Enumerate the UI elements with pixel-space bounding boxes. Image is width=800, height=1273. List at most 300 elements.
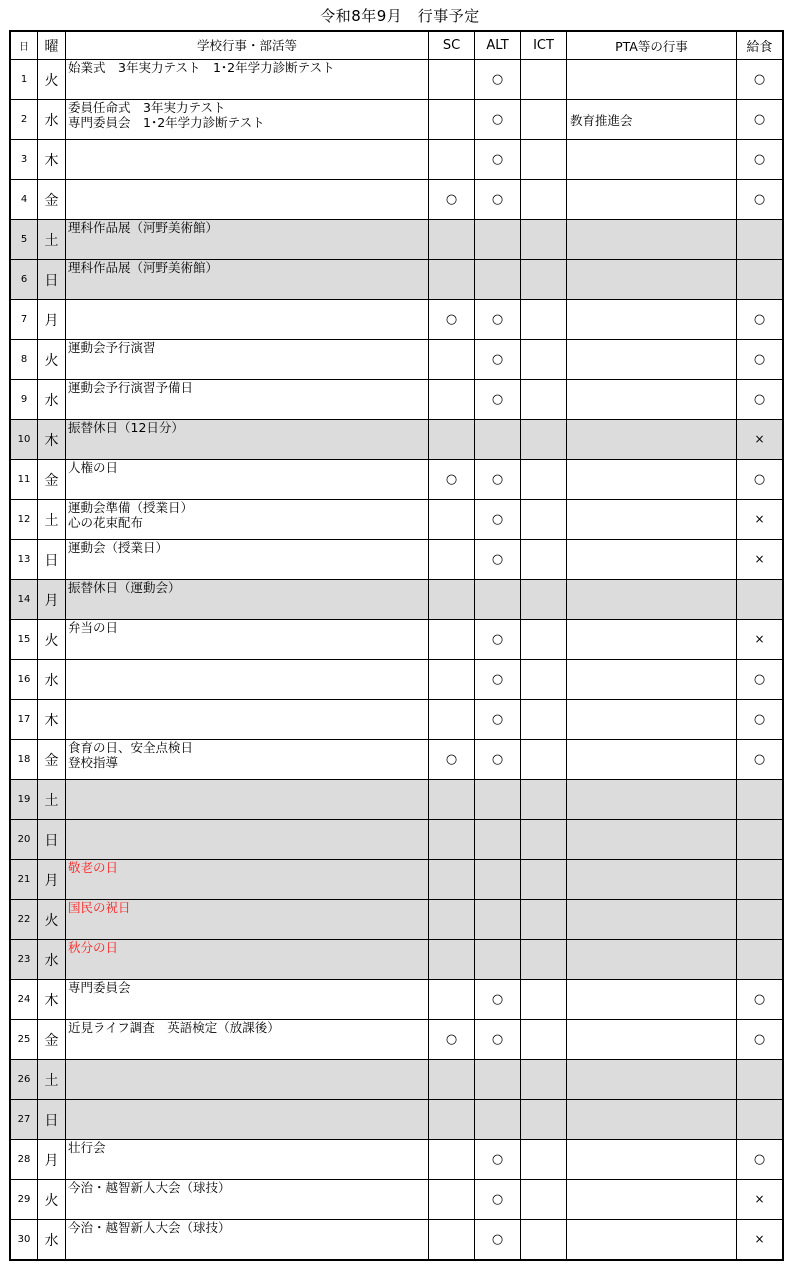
table-row [10, 860, 783, 900]
lunch-cell [737, 420, 784, 460]
sc-mark-cell [429, 300, 475, 340]
pta-cell [567, 740, 737, 780]
sc-mark-cell [429, 620, 475, 660]
events-cell [66, 380, 429, 420]
ict-mark-cell [521, 980, 567, 1020]
table-row [10, 180, 783, 220]
weekday-cell: 金 [38, 460, 66, 500]
pta-cell [567, 860, 737, 900]
event-text: 弁当の日 [68, 620, 119, 635]
table-row [10, 1180, 783, 1220]
circle-mark: ○ [491, 352, 504, 367]
events-cell [66, 420, 429, 460]
events-cell [66, 180, 429, 220]
events-cell [66, 580, 429, 620]
day-cell: 23 [10, 940, 38, 980]
weekday-cell: 木 [38, 140, 66, 180]
pta-cell [567, 460, 737, 500]
circle-mark: ○ [491, 312, 504, 327]
ict-mark-cell [521, 260, 567, 300]
weekday-cell: 日 [38, 540, 66, 580]
ict-mark-cell [521, 900, 567, 940]
lunch-cell [737, 1220, 784, 1261]
sc-mark-cell [429, 220, 475, 260]
events-cell [66, 980, 429, 1020]
table-row [10, 140, 783, 180]
ict-mark-cell [521, 620, 567, 660]
event-text: 理科作品展（河野美術館） [68, 260, 219, 275]
ict-mark-cell [521, 140, 567, 180]
day-cell: 20 [10, 820, 38, 860]
pta-cell [567, 580, 737, 620]
ict-mark-cell [521, 340, 567, 380]
lunch-cell [737, 460, 784, 500]
event-text: 今治・越智新人大会（球技） [68, 1180, 231, 1195]
event-text: 運動会準備（授業日） [68, 500, 194, 515]
day-cell: 27 [10, 1100, 38, 1140]
lunch-cell [737, 660, 784, 700]
events-cell [66, 1060, 429, 1100]
pta-cell [567, 1060, 737, 1100]
day-cell: 1 [10, 60, 38, 100]
circle-mark: ○ [491, 992, 504, 1007]
lunch-cell [737, 380, 784, 420]
pta-cell [567, 60, 737, 100]
ict-mark-cell [521, 300, 567, 340]
event-text: 今治・越智新人大会（球技） [68, 1220, 231, 1235]
events-cell [66, 780, 429, 820]
table-row [10, 1140, 783, 1180]
event-text: 食育の日、安全点検日 [68, 740, 194, 755]
events-cell [66, 460, 429, 500]
alt-mark-cell [475, 1220, 521, 1261]
sc-mark-cell [429, 780, 475, 820]
sc-mark-cell [429, 380, 475, 420]
day-cell: 12 [10, 500, 38, 540]
alt-mark-cell [475, 340, 521, 380]
pta-cell [567, 1020, 737, 1060]
weekday-cell: 土 [38, 220, 66, 260]
day-cell: 17 [10, 700, 38, 740]
weekday-cell: 金 [38, 180, 66, 220]
events-cell [66, 1020, 429, 1060]
ict-mark-cell [521, 780, 567, 820]
pta-cell [567, 940, 737, 980]
table-row [10, 420, 783, 460]
events-cell [66, 60, 429, 100]
circle-mark: ○ [491, 392, 504, 407]
events-cell [66, 820, 429, 860]
event-text: 国民の祝日 [68, 900, 131, 915]
day-cell: 26 [10, 1060, 38, 1100]
event-text: 運動会予行演習 [68, 340, 156, 355]
weekday-cell: 日 [38, 820, 66, 860]
table-row [10, 540, 783, 580]
day-cell: 9 [10, 380, 38, 420]
sc-mark-cell [429, 140, 475, 180]
event-text: 壮行会 [68, 1140, 106, 1155]
table-row [10, 700, 783, 740]
weekday-cell: 水 [38, 940, 66, 980]
table-row [10, 340, 783, 380]
weekday-cell: 金 [38, 1020, 66, 1060]
lunch-cell [737, 1020, 784, 1060]
events-cell [66, 1180, 429, 1220]
alt-mark-cell [475, 460, 521, 500]
table-row [10, 1060, 783, 1100]
events-cell [66, 260, 429, 300]
pta-cell [567, 140, 737, 180]
header-ict: ICT [521, 31, 567, 60]
sc-mark-cell [429, 1140, 475, 1180]
table-row [10, 1020, 783, 1060]
weekday-cell: 火 [38, 1180, 66, 1220]
day-cell: 11 [10, 460, 38, 500]
header-sc: SC [429, 31, 475, 60]
day-cell: 13 [10, 540, 38, 580]
alt-mark-cell [475, 60, 521, 100]
day-cell: 30 [10, 1220, 38, 1261]
lunch-cell [737, 900, 784, 940]
cross-mark: × [754, 1232, 765, 1246]
day-cell: 22 [10, 900, 38, 940]
ict-mark-cell [521, 460, 567, 500]
ict-mark-cell [521, 820, 567, 860]
pta-cell [567, 180, 737, 220]
lunch-cell [737, 1100, 784, 1140]
sc-mark-cell [429, 940, 475, 980]
sc-mark-cell [429, 1020, 475, 1060]
event-text: 始業式 3年実力テスト 1･2年学力診断テスト [68, 60, 335, 75]
lunch-cell [737, 180, 784, 220]
event-text: 運動会予行演習予備日 [68, 380, 194, 395]
alt-mark-cell [475, 940, 521, 980]
pta-cell [567, 420, 737, 460]
day-cell: 8 [10, 340, 38, 380]
circle-mark: ○ [753, 312, 766, 327]
events-cell [66, 1100, 429, 1140]
table-row [10, 740, 783, 780]
events-cell [66, 140, 429, 180]
day-cell: 18 [10, 740, 38, 780]
lunch-cell [737, 1180, 784, 1220]
lunch-cell [737, 260, 784, 300]
sc-mark-cell [429, 1060, 475, 1100]
table-row [10, 580, 783, 620]
lunch-cell [737, 780, 784, 820]
pta-cell [567, 540, 737, 580]
circle-mark: ○ [491, 1152, 504, 1167]
pta-cell [567, 500, 737, 540]
day-cell: 2 [10, 100, 38, 140]
lunch-cell [737, 620, 784, 660]
sc-mark-cell [429, 700, 475, 740]
table-row [10, 300, 783, 340]
alt-mark-cell [475, 700, 521, 740]
ict-mark-cell [521, 500, 567, 540]
day-cell: 16 [10, 660, 38, 700]
day-cell: 6 [10, 260, 38, 300]
table-row [10, 1100, 783, 1140]
event-text: 振替休日（12日分） [68, 420, 184, 435]
alt-mark-cell [475, 620, 521, 660]
sc-mark-cell [429, 1180, 475, 1220]
table-row [10, 900, 783, 940]
pta-cell [567, 660, 737, 700]
circle-mark: ○ [753, 472, 766, 487]
header-row [10, 31, 783, 60]
ict-mark-cell [521, 1060, 567, 1100]
events-cell [66, 700, 429, 740]
pta-cell [567, 1180, 737, 1220]
table-row [10, 500, 783, 540]
sc-mark-cell [429, 740, 475, 780]
schedule-table [9, 30, 784, 1261]
event-text: 近見ライフ調査 英語検定（放課後） [68, 1020, 280, 1035]
circle-mark: ○ [753, 992, 766, 1007]
sc-mark-cell [429, 260, 475, 300]
alt-mark-cell [475, 860, 521, 900]
events-cell [66, 740, 429, 780]
circle-mark: ○ [491, 632, 504, 647]
weekday-cell: 土 [38, 780, 66, 820]
sc-mark-cell [429, 900, 475, 940]
events-cell [66, 620, 429, 660]
event-text: 運動会（授業日） [68, 540, 169, 555]
ict-mark-cell [521, 660, 567, 700]
alt-mark-cell [475, 260, 521, 300]
pta-cell [567, 220, 737, 260]
alt-mark-cell [475, 1020, 521, 1060]
lunch-cell [737, 740, 784, 780]
alt-mark-cell [475, 180, 521, 220]
cross-mark: × [754, 432, 765, 446]
pta-cell [567, 260, 737, 300]
circle-mark: ○ [445, 192, 458, 207]
day-cell: 10 [10, 420, 38, 460]
weekday-cell: 水 [38, 100, 66, 140]
event-text: 秋分の日 [68, 940, 119, 955]
pta-cell [567, 300, 737, 340]
alt-mark-cell [475, 1180, 521, 1220]
day-cell: 21 [10, 860, 38, 900]
circle-mark: ○ [491, 192, 504, 207]
alt-mark-cell [475, 380, 521, 420]
lunch-cell [737, 500, 784, 540]
sc-mark-cell [429, 860, 475, 900]
table-row [10, 60, 783, 100]
circle-mark: ○ [753, 1152, 766, 1167]
weekday-cell: 火 [38, 620, 66, 660]
ict-mark-cell [521, 1100, 567, 1140]
lunch-cell [737, 700, 784, 740]
header-dow: 曜 [38, 31, 66, 60]
lunch-cell [737, 940, 784, 980]
circle-mark: ○ [753, 152, 766, 167]
events-cell [66, 1220, 429, 1261]
event-text: 理科作品展（河野美術館） [68, 220, 219, 235]
event-text: 人権の日 [68, 460, 119, 475]
sc-mark-cell [429, 60, 475, 100]
header-lunch: 給食 [737, 31, 784, 60]
circle-mark: ○ [491, 512, 504, 527]
ict-mark-cell [521, 180, 567, 220]
sc-mark-cell [429, 1220, 475, 1261]
weekday-cell: 月 [38, 860, 66, 900]
day-cell: 28 [10, 1140, 38, 1180]
alt-mark-cell [475, 780, 521, 820]
alt-mark-cell [475, 1060, 521, 1100]
day-cell: 4 [10, 180, 38, 220]
alt-mark-cell [475, 420, 521, 460]
alt-mark-cell [475, 100, 521, 140]
sc-mark-cell [429, 420, 475, 460]
sc-mark-cell [429, 1100, 475, 1140]
table-row [10, 980, 783, 1020]
page-title: 令和8年9月 行事予定 [320, 7, 480, 25]
circle-mark: ○ [491, 472, 504, 487]
table-row [10, 780, 783, 820]
alt-mark-cell [475, 220, 521, 260]
weekday-cell: 日 [38, 260, 66, 300]
day-cell: 14 [10, 580, 38, 620]
events-cell [66, 900, 429, 940]
lunch-cell [737, 100, 784, 140]
header-events: 学校行事・部活等 [66, 31, 429, 60]
events-cell [66, 220, 429, 260]
circle-mark: ○ [491, 72, 504, 87]
pta-cell [567, 820, 737, 860]
alt-mark-cell [475, 1140, 521, 1180]
weekday-cell: 水 [38, 660, 66, 700]
sc-mark-cell [429, 500, 475, 540]
ict-mark-cell [521, 1180, 567, 1220]
sc-mark-cell [429, 100, 475, 140]
event-text: 振替休日（運動会） [68, 580, 181, 595]
ict-mark-cell [521, 940, 567, 980]
lunch-cell [737, 1060, 784, 1100]
day-cell: 19 [10, 780, 38, 820]
alt-mark-cell [475, 820, 521, 860]
weekday-cell: 水 [38, 380, 66, 420]
lunch-cell [737, 540, 784, 580]
alt-mark-cell [475, 580, 521, 620]
lunch-cell [737, 580, 784, 620]
ict-mark-cell [521, 540, 567, 580]
table-row [10, 220, 783, 260]
circle-mark: ○ [491, 152, 504, 167]
sc-mark-cell [429, 180, 475, 220]
day-cell: 24 [10, 980, 38, 1020]
events-cell [66, 300, 429, 340]
circle-mark: ○ [491, 1232, 504, 1247]
day-cell: 5 [10, 220, 38, 260]
day-cell: 3 [10, 140, 38, 180]
pta-cell [567, 1100, 737, 1140]
circle-mark: ○ [491, 1032, 504, 1047]
lunch-cell [737, 860, 784, 900]
day-cell: 7 [10, 300, 38, 340]
circle-mark: ○ [753, 1032, 766, 1047]
circle-mark: ○ [753, 112, 766, 127]
pta-cell [567, 380, 737, 420]
ict-mark-cell [521, 740, 567, 780]
events-cell [66, 1140, 429, 1180]
weekday-cell: 水 [38, 1220, 66, 1261]
circle-mark: ○ [753, 192, 766, 207]
ict-mark-cell [521, 1140, 567, 1180]
alt-mark-cell [475, 900, 521, 940]
circle-mark: ○ [753, 352, 766, 367]
ict-mark-cell [521, 700, 567, 740]
schedule-body [10, 60, 783, 1261]
alt-mark-cell [475, 300, 521, 340]
cross-mark: × [754, 1192, 765, 1206]
lunch-cell [737, 220, 784, 260]
alt-mark-cell [475, 500, 521, 540]
table-row [10, 1220, 783, 1261]
weekday-cell: 土 [38, 1060, 66, 1100]
pta-cell [567, 700, 737, 740]
alt-mark-cell [475, 660, 521, 700]
sc-mark-cell [429, 540, 475, 580]
day-cell: 29 [10, 1180, 38, 1220]
circle-mark: ○ [753, 752, 766, 767]
sc-mark-cell [429, 820, 475, 860]
event-text: 登校指導 [68, 755, 119, 770]
pta-cell [567, 900, 737, 940]
pta-cell [567, 1220, 737, 1261]
day-cell: 15 [10, 620, 38, 660]
event-text: 心の花束配布 [68, 515, 144, 530]
lunch-cell [737, 1140, 784, 1180]
alt-mark-cell [475, 1100, 521, 1140]
circle-mark: ○ [445, 752, 458, 767]
cross-mark: × [754, 512, 765, 526]
circle-mark: ○ [491, 552, 504, 567]
lunch-cell [737, 340, 784, 380]
header-alt: ALT [475, 31, 521, 60]
alt-mark-cell [475, 740, 521, 780]
table-row [10, 260, 783, 300]
ict-mark-cell [521, 380, 567, 420]
weekday-cell: 火 [38, 340, 66, 380]
weekday-cell: 火 [38, 60, 66, 100]
circle-mark: ○ [491, 752, 504, 767]
ict-mark-cell [521, 860, 567, 900]
event-text: 専門委員会 1･2年学力診断テスト [68, 115, 265, 130]
events-cell [66, 500, 429, 540]
lunch-cell [737, 300, 784, 340]
weekday-cell: 土 [38, 500, 66, 540]
ict-mark-cell [521, 100, 567, 140]
pta-cell [567, 620, 737, 660]
weekday-cell: 火 [38, 900, 66, 940]
table-row [10, 660, 783, 700]
ict-mark-cell [521, 220, 567, 260]
sc-mark-cell [429, 340, 475, 380]
ict-mark-cell [521, 420, 567, 460]
weekday-cell: 木 [38, 700, 66, 740]
table-row [10, 100, 783, 140]
circle-mark: ○ [491, 712, 504, 727]
sc-mark-cell [429, 660, 475, 700]
events-cell [66, 940, 429, 980]
events-cell [66, 340, 429, 380]
event-text: 敬老の日 [68, 860, 119, 875]
circle-mark: ○ [753, 712, 766, 727]
event-text: 委員任命式 3年実力テスト [68, 100, 226, 115]
